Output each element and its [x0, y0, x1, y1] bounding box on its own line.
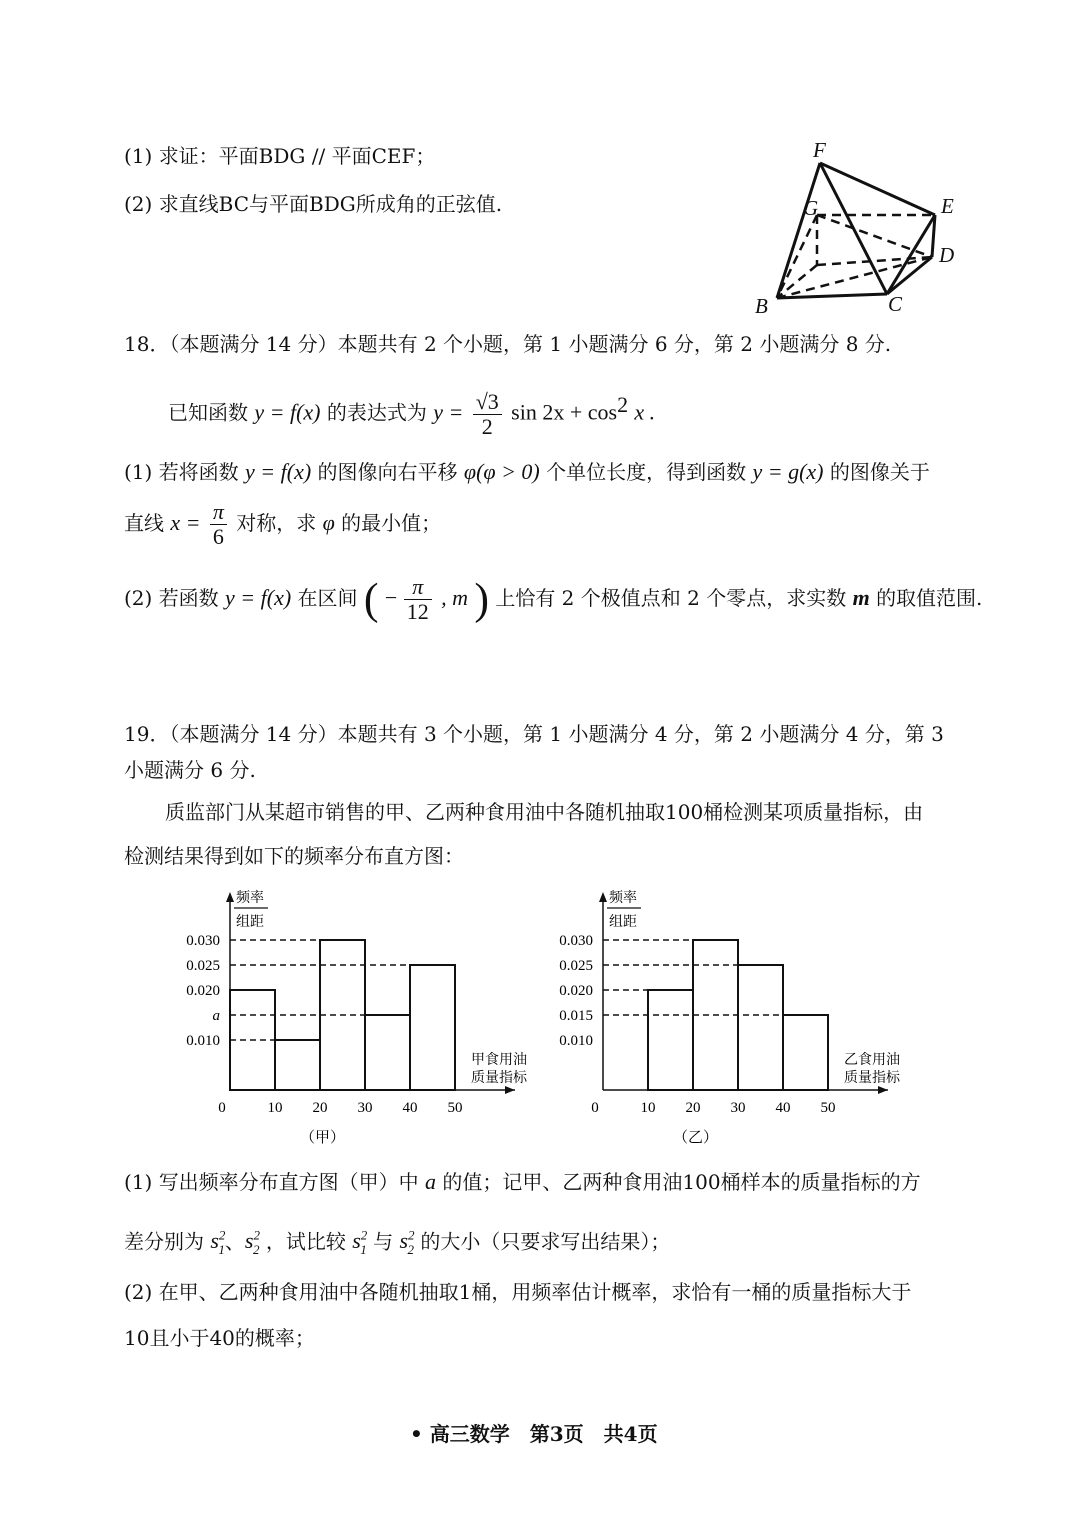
q18-header: 18．（本题满分 14 分）本题共有 2 个小题，第 1 小题满分 6 分，第 2 小题满分 8 分. — [124, 332, 892, 356]
denominator-12: 12 — [406, 599, 429, 624]
ytick-label-2: 0.020 — [559, 983, 593, 999]
xtick-label-4: 40 — [402, 1100, 418, 1116]
q17-part2: (2) 求直线BC与平面BDG所成角的正弦值. — [124, 192, 503, 216]
q18-p2-d: 的取值范围. — [876, 586, 983, 610]
q18-p1-e: 直线 — [124, 511, 164, 535]
label-E: E — [941, 194, 954, 218]
q18-p2-a: (2) 若函数 — [124, 586, 219, 610]
trig-expression: sin 2x + cos — [511, 399, 618, 425]
ytick-label-3: 0.015 — [559, 1008, 593, 1024]
q19-p1-e: 与 — [373, 1229, 394, 1254]
bar-3 — [365, 1015, 410, 1090]
x-axis-arrow — [505, 1086, 515, 1094]
pi-over-12 — [404, 575, 432, 624]
q19-header-line2: 小题满分 6 分. — [124, 758, 256, 782]
q19-p1-a: (1) 写出频率分布直方图（甲）中 — [124, 1170, 419, 1194]
label-D: D — [939, 243, 955, 267]
var-a: a — [425, 1169, 437, 1194]
q18-part1-line1 — [124, 458, 930, 486]
s2-squared: $s^2_2$ — [399, 1228, 415, 1257]
chart-title: （乙） — [672, 1130, 719, 1146]
fx-expression: y = f(x) — [225, 585, 292, 610]
page-footer: • 高三数学 第3页 共4页 — [410, 1422, 658, 1446]
label-C: C — [888, 292, 903, 316]
q19-p1-b: 的值；记甲、乙两种食用油100桶样本的质量指标的方 — [442, 1170, 921, 1194]
q17-part1: (1) 求证：平面BDG // 平面CEF； — [124, 144, 436, 168]
bar-4 — [410, 965, 455, 1090]
xlabel-line2: 质量指标 — [844, 1071, 900, 1086]
xlabel-line1: 甲食用油 — [471, 1053, 527, 1068]
q18-p1-a: (1) 若将函数 — [124, 460, 239, 484]
q19-p1-f: 的大小（只要求写出结果）； — [420, 1229, 671, 1254]
xtick-label-2: 20 — [685, 1100, 701, 1116]
x-equals: x = — [170, 510, 201, 535]
x-end: x . — [634, 399, 656, 425]
gx-expression: y = g(x) — [752, 459, 824, 484]
histogram-yi — [548, 880, 918, 1150]
phi-condition: φ(φ > 0) — [463, 459, 540, 484]
fx-expression: y = f(x) — [245, 459, 312, 484]
xtick-label-1: 10 — [640, 1100, 656, 1116]
left-paren: ( — [363, 574, 379, 624]
q18-p1-f: 对称，求 — [236, 511, 317, 535]
x-axis-arrow — [878, 1086, 888, 1094]
q18-part2 — [124, 570, 982, 628]
xlabel-line2: 质量指标 — [471, 1071, 527, 1086]
q19-intro-line2: 检测结果得到如下的频率分布直方图： — [124, 844, 464, 868]
pi-over-6 — [210, 500, 227, 549]
q19-p1-d: ，试比较 — [265, 1229, 346, 1254]
xtick-label-2: 20 — [312, 1100, 328, 1116]
xtick-label-3: 30 — [730, 1100, 746, 1116]
xlabel-line1: 乙食用油 — [844, 1053, 900, 1068]
bar-1 — [275, 1040, 320, 1090]
xtick-label-5: 50 — [447, 1100, 463, 1116]
label-B: B — [755, 294, 768, 318]
ytick-label-4: 0.010 — [559, 1033, 593, 1049]
q19-part2-line1: (2) 在甲、乙两种食用油中各随机抽取1桶，用频率估计概率，求恰有一桶的质量指标大于 — [124, 1280, 912, 1304]
xtick-label-1: 10 — [267, 1100, 283, 1116]
y-axis-arrow — [599, 892, 607, 902]
xtick-label-0: 0 — [218, 1100, 226, 1116]
chart-title: （甲） — [299, 1130, 346, 1146]
label-F: F — [813, 138, 826, 162]
xtick-label-0: 0 — [591, 1100, 599, 1116]
phi: φ — [322, 510, 335, 535]
xtick-label-3: 30 — [357, 1100, 373, 1116]
y-equals: y = — [433, 399, 464, 425]
ytick-label-4: 0.010 — [186, 1033, 220, 1049]
right-paren: ) — [474, 574, 489, 624]
bar-4 — [783, 1015, 828, 1090]
ylabel-top: 频率 — [236, 891, 264, 906]
q18-intro-a: 已知函数 — [168, 400, 248, 425]
q18-intro — [168, 380, 655, 439]
q19-part1-line1 — [124, 1168, 921, 1196]
pi: π — [210, 500, 227, 525]
ytick-label-1: 0.025 — [186, 958, 220, 974]
label-G: G — [803, 196, 819, 220]
sqrt3: √3 — [473, 390, 502, 415]
ylabel-bottom: 组距 — [609, 915, 637, 930]
fx-expression: y = f(x) — [254, 399, 321, 425]
ytick-label-0: 0.030 — [559, 933, 593, 949]
q19-intro-line1: 质监部门从某超市销售的甲、乙两种食用油中各随机抽取100桶检测某项质量指标，由 — [165, 800, 924, 824]
y-axis-arrow — [226, 892, 234, 902]
ytick-label-3: a — [212, 1008, 220, 1024]
q19-part1-line2 — [124, 1222, 670, 1264]
q18-p1-c: 个单位长度，得到函数 — [546, 460, 747, 484]
sqrt3-over-2 — [473, 390, 502, 439]
ytick-label-0: 0.030 — [186, 933, 220, 949]
cos-square: 2 — [617, 392, 629, 417]
denominator-2: 2 — [481, 413, 493, 439]
histogram-jia — [175, 880, 535, 1150]
q19-p1-c: 差分别为 — [124, 1229, 204, 1254]
q18-p2-b: 在区间 — [297, 586, 358, 610]
ytick-label-2: 0.020 — [186, 983, 220, 999]
q18-p1-b: 的图像向右平移 — [317, 460, 458, 484]
s1-squared: $s^2_1$ — [352, 1228, 368, 1257]
ytick-label-1: 0.025 — [559, 958, 593, 974]
ylabel-top: 频率 — [609, 891, 637, 906]
denominator-6: 6 — [212, 524, 224, 549]
q19-header-line1: 19．（本题满分 14 分）本题共有 3 个小题，第 1 小题满分 4 分，第 2 小题满分 4 分，第 3 — [124, 722, 944, 746]
q18-p1-g: 的最小值； — [341, 511, 442, 535]
separator: 、 — [224, 1229, 245, 1254]
q18-p1-d: 的图像关于 — [829, 460, 930, 484]
ylabel-bottom: 组距 — [236, 915, 264, 930]
s2-squared: $s^2_2$ — [244, 1228, 260, 1257]
q18-intro-b: 的表达式为 — [326, 400, 427, 425]
var-m: m — [852, 585, 870, 610]
bar-1 — [648, 990, 693, 1090]
q18-part1-line2 — [124, 498, 441, 549]
pi: π — [404, 575, 432, 600]
q19-part2-line2: 10且小于40的概率； — [124, 1326, 315, 1350]
xtick-label-4: 40 — [775, 1100, 791, 1116]
minus-sign: − — [384, 585, 398, 610]
s1-squared: $s^2_1$ — [210, 1228, 226, 1257]
bar-3 — [738, 965, 783, 1090]
geometry-figure — [745, 135, 975, 320]
q18-p2-c: 上恰有 2 个极值点和 2 个零点，求实数 — [495, 586, 847, 610]
interval-m: , m — [441, 585, 468, 610]
xtick-label-5: 50 — [820, 1100, 836, 1116]
